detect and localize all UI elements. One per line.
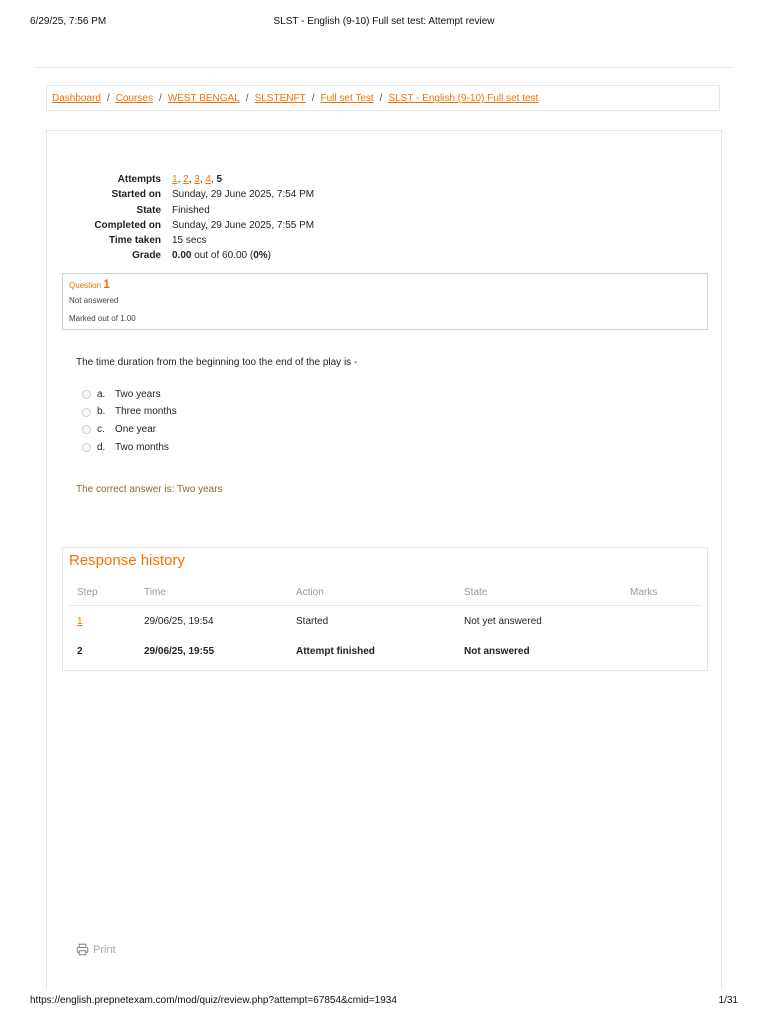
question-status: Not answered: [69, 296, 119, 305]
breadcrumb-quiz[interactable]: SLST - English (9-10) Full set test: [388, 93, 539, 104]
print-page-title: SLST - English (9-10) Full set test: Attempt review: [273, 16, 495, 27]
summary-completed-row: [60, 218, 314, 233]
attempt-link-1[interactable]: 1: [172, 174, 178, 185]
breadcrumb-separator: /: [245, 93, 249, 104]
breadcrumb: [46, 85, 720, 111]
grade-label: Grade: [132, 250, 161, 262]
breadcrumb-separator: /: [106, 93, 110, 104]
step-cell: 2: [77, 645, 83, 657]
action-cell: Started: [296, 615, 329, 627]
radio-button[interactable]: [82, 425, 91, 434]
summary-time-row: [60, 233, 314, 248]
time-taken-label: Time taken: [108, 235, 161, 247]
step-cell: [69, 606, 136, 637]
summary-attempts-row: [60, 172, 314, 187]
attempts-label: Attempts: [117, 174, 161, 185]
marks-cell: [622, 606, 702, 637]
step-link[interactable]: 1: [77, 615, 83, 627]
summary-state-row: [60, 203, 314, 218]
grade-score: 0.00: [172, 250, 192, 262]
option-text: One year: [115, 423, 157, 435]
printer-icon: [76, 943, 89, 956]
print-label: Print: [93, 943, 116, 956]
header-divider: [36, 67, 732, 68]
option-letter: d.: [97, 441, 106, 453]
column-header-time: Time: [136, 579, 288, 606]
state-value: Finished: [172, 204, 210, 216]
breadcrumb-full-set-test[interactable]: Full set Test: [320, 93, 374, 104]
breadcrumb-slstenft[interactable]: SLSTENFT: [254, 93, 306, 104]
radio-button[interactable]: [82, 408, 91, 417]
question-label: Question: [69, 281, 102, 290]
option-text: Two months: [115, 441, 169, 453]
question-number: [69, 278, 701, 290]
radio-button[interactable]: [82, 443, 91, 452]
table-header-row: [69, 579, 702, 606]
page-number: 1/31: [718, 995, 738, 1006]
state-cell: Not answered: [464, 645, 530, 657]
table-row: [69, 606, 702, 637]
answer-option-b[interactable]: [82, 404, 177, 422]
attempt-link-2[interactable]: 2: [183, 174, 189, 185]
question-text: The time duration from the beginning too the end of the play is -: [76, 357, 358, 368]
correct-answer-feedback: The correct answer is: Two years: [76, 484, 223, 495]
answer-option-d[interactable]: [82, 439, 177, 457]
page-url: https://english.prepnetexam.com/mod/quiz/review.php?attempt=67854&cmid=1934: [30, 995, 397, 1006]
print-button[interactable]: [76, 943, 116, 956]
table-row: [69, 636, 702, 666]
answer-option-c[interactable]: [82, 421, 177, 439]
state-cell: Not yet answered: [464, 615, 542, 627]
breadcrumb-separator: /: [379, 93, 383, 104]
started-label: Started on: [111, 189, 161, 201]
print-datetime: 6/29/25, 7:56 PM: [30, 16, 107, 27]
breadcrumb-west-bengal[interactable]: WEST BENGAL: [167, 93, 240, 104]
time-taken-value: 15 secs: [172, 235, 207, 247]
time-cell: 29/06/25, 19:54: [144, 615, 214, 627]
column-header-step: Step: [69, 579, 136, 606]
column-header-action: Action: [288, 579, 456, 606]
completed-value: Sunday, 29 June 2025, 7:55 PM: [172, 219, 315, 231]
response-history-panel: [62, 547, 708, 671]
summary-started-row: [60, 187, 314, 202]
completed-label: Completed on: [94, 219, 161, 231]
grade-close: ): [267, 250, 271, 262]
option-letter: b.: [97, 406, 106, 418]
state-label: State: [136, 204, 161, 216]
started-value: Sunday, 29 June 2025, 7:54 PM: [172, 189, 315, 201]
attempts-value: 1, 2, 3, 4, 5: [172, 174, 223, 185]
grade-out-of: out of 60.00 (: [191, 250, 254, 262]
attempt-summary: [60, 172, 314, 264]
answer-option-a[interactable]: [82, 386, 177, 404]
attempt-link-3[interactable]: 3: [194, 174, 200, 185]
current-attempt: 5: [216, 174, 223, 185]
breadcrumb-courses[interactable]: Courses: [115, 93, 153, 104]
option-letter: c.: [97, 423, 105, 435]
radio-button[interactable]: [82, 390, 91, 399]
time-cell: 29/06/25, 19:55: [144, 645, 215, 657]
answer-options: [82, 386, 177, 456]
column-header-state: State: [456, 579, 622, 606]
question-info-box: [62, 273, 708, 330]
column-header-marks: Marks: [622, 579, 702, 606]
breadcrumb-dashboard[interactable]: Dashboard: [52, 93, 101, 104]
response-history-table: [69, 579, 702, 666]
marks-cell: [622, 636, 702, 666]
action-cell: Attempt finished: [296, 645, 375, 657]
print-footer: [30, 995, 738, 1009]
option-text: Two years: [115, 388, 161, 400]
summary-grade-row: [60, 248, 314, 263]
grade-value: [172, 248, 271, 263]
response-history-title: Response history: [69, 552, 185, 569]
grade-percent: 0%: [253, 250, 268, 262]
question-number-value: 1: [103, 277, 110, 291]
print-header: [30, 16, 738, 32]
question-marks: Marked out of 1.00: [69, 314, 136, 323]
option-letter: a.: [97, 388, 106, 400]
breadcrumb-separator: /: [311, 93, 315, 104]
option-text: Three months: [115, 406, 177, 418]
breadcrumb-separator: /: [158, 93, 162, 104]
attempt-link-4[interactable]: 4: [205, 174, 211, 185]
